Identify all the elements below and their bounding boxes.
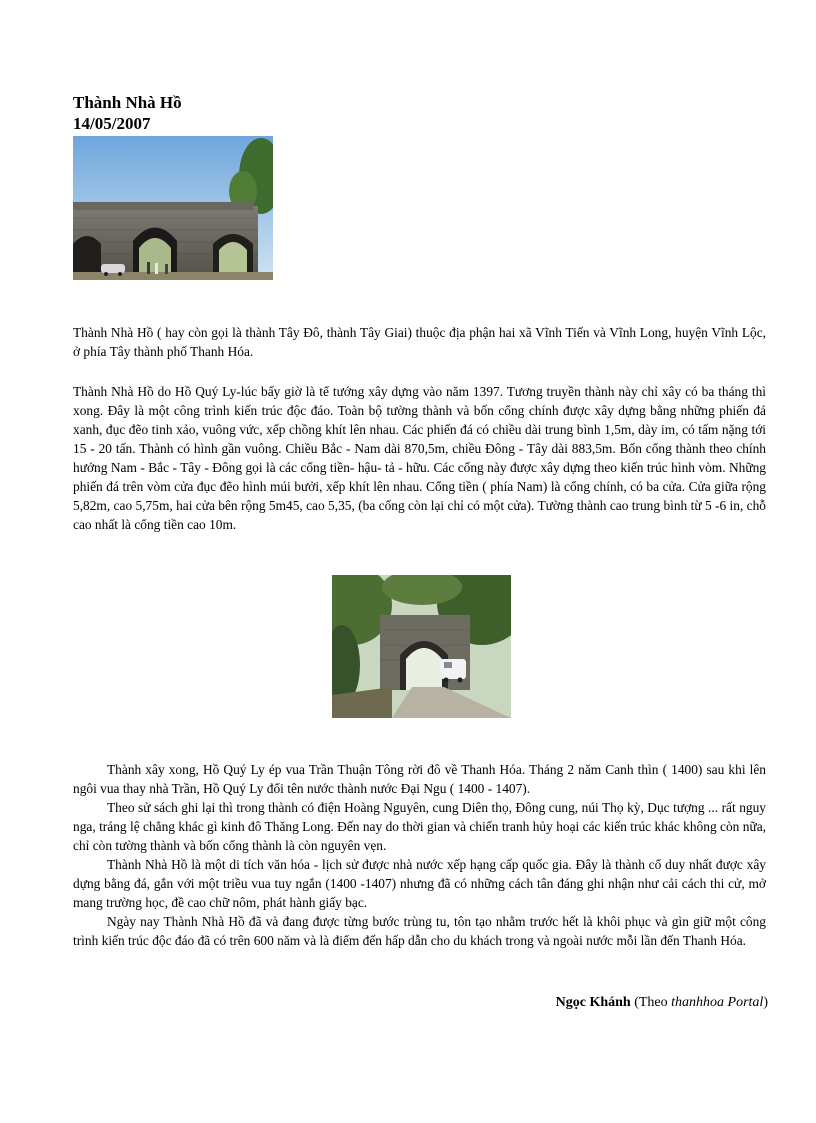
publish-date: 14/05/2007 (73, 114, 151, 133)
intro-paragraph (73, 323, 766, 361)
later-history-section (73, 760, 766, 950)
paragraph-relocation: Thành xây xong, Hồ Quý Ly ép vua Trần Thuận Tông rời đô về Thanh Hóa. Tháng 2 năm Canh thìn ( 1400) sau khi lên ngôi vua thay nhà Trần, Hồ Quý Ly đổi tên nước thành nước Đại Ngu ( 1400 - 1407). (73, 762, 766, 796)
author-name: Ngọc Khánh (555, 995, 631, 1010)
history-paragraph (73, 382, 766, 534)
citadel-archway-illustration (332, 575, 511, 718)
paragraph-heritage: Thành Nhà Hồ là một di tích văn hóa - lịch sử được nhà nước xếp hạng cấp quốc gia. Đây là thành cổ duy nhất được xây dựng bằng đá, gắn với một triều vua tuy ngắn (1400 -1407) nhưng đã có những cách tân đáng ghi nhận như cải cách thi cử, mở mang trường học, đề cao chữ nôm, phát hành giấy bạc. (73, 857, 766, 910)
citadel-archway-photo (332, 575, 511, 718)
paragraph-palaces: Theo sử sách ghi lại thì trong thành có điện Hoàng Nguyên, cung Diên thọ, Đông cung, núi Thọ kỳ, Dục tượng ... rất nguy nga, tráng lệ chẳng khác gì kinh đô Thăng Long. Đến nay do thời gian và chiến tranh hủy hoại các kiến trúc khác không còn nữa, chỉ còn tường thành và bốn cổng thành là còn nguyên vẹn. (73, 800, 766, 853)
paragraph-restoration: Ngày nay Thành Nhà Hồ đã và đang được từng bước trùng tu, tôn tạo nhằm trước hết là khôi phục và gìn giữ một công trình kiến trúc độc đáo đã có trên 600 năm và là điểm đến hấp dẫn cho du khách trong và ngoài nước mỗi lần đến Thanh Hóa. (73, 914, 766, 948)
paragraph-construction: Thành Nhà Hồ do Hồ Quý Ly-lúc bấy giờ là tể tướng xây dựng vào năm 1397. Tương truyền thành này chỉ xây có ba tháng thì xong. Đây là một công trình kiến trúc độc đáo. Toàn bộ tường thành và bốn cổng chính được xây dựng bằng những phiến đá xanh, đục đẽo tinh xảo, vuông vức, xếp chồng khít lên nhau. Các phiến đá có chiều dài trung bình 1,5m, dày im, có tấm nặng tới 15 - 20 tấn. Thành có hình gần vuông. Chiều Bắc - Nam dài 870,5m, chiều Đông - Tây dài 883,5m. Bốn cổng thành theo chính hướng Nam - Bắc - Tây - Đông gọi là các cổng tiền- hậu- tả - hữu. Các cổng này được xây dựng theo kiến trúc hình vòm. Những phiến đá trên vòm cửa đục đẽo hình múi bưởi, xếp khít lên nhau. Cổng tiền ( phía Nam) là cổng chính, có ba cửa. Cửa giữa rộng 5,82m, cao 5,75m, hai cửa bên rộng 5m45, cao 5,35, (ba cổng còn lại chỉ có một cửa). Tường thành cao trung bình từ 5 -6 in, chỗ cao nhất là cổng tiền cao 10m. (73, 384, 766, 532)
source-name: thanhhoa Portal (671, 995, 764, 1010)
citadel-gate-illustration (73, 136, 273, 280)
author-signature (556, 993, 768, 1012)
paragraph-location: Thành Nhà Hồ ( hay còn gọi là thành Tây Đô, thành Tây Giai) thuộc địa phận hai xã Vĩnh Tiến và Vĩnh Long, huyện Vĩnh Lộc, ở phía Tây thành phố Thanh Hóa. (73, 325, 766, 359)
source-open: (Theo (634, 995, 668, 1010)
source-close: ) (763, 995, 768, 1010)
page-title: Thành Nhà Hồ (73, 93, 182, 112)
citadel-gate-photo (73, 136, 273, 280)
